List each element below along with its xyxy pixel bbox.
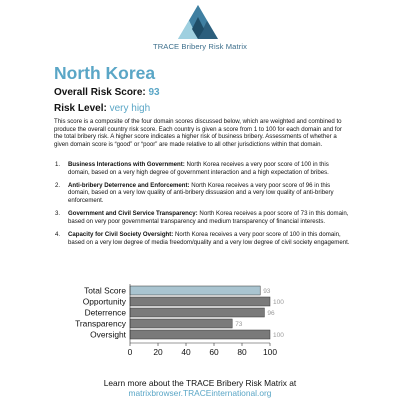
bar-value-label: 96 bbox=[267, 310, 275, 317]
category-label: Opportunity bbox=[82, 296, 126, 307]
x-tick-label: 20 bbox=[153, 347, 163, 357]
bar-value-label: 100 bbox=[273, 332, 284, 339]
item-number: 3. bbox=[55, 210, 61, 218]
header bbox=[0, 0, 400, 62]
overall-value: 93 bbox=[148, 87, 160, 98]
category-label: Total Score bbox=[84, 285, 126, 296]
item-text: North Korea receives a very poor score of 100 in this domain, based on a very low degree of media freedom/quality and a very low degree of civil society engagement. bbox=[68, 230, 350, 246]
item-number: 2. bbox=[55, 181, 61, 189]
x-tick-label: 40 bbox=[181, 347, 191, 357]
bar-value-label: 100 bbox=[273, 299, 284, 306]
footer-text: Learn more about the TRACE Bribery Risk Matrix at bbox=[103, 378, 297, 388]
domain-item bbox=[54, 231, 350, 246]
brand-name: TRACE Bribery Risk Matrix bbox=[152, 42, 248, 51]
domain-item bbox=[54, 161, 350, 176]
bar bbox=[130, 319, 232, 328]
category-label: Oversight bbox=[90, 329, 126, 340]
domain-item bbox=[54, 210, 350, 225]
item-title: Government and Civil Service Transparency: bbox=[68, 210, 198, 218]
footer-link[interactable]: matrixbrowser.TRACEinternational.org bbox=[128, 388, 272, 398]
level-label: Risk Level: bbox=[54, 103, 107, 114]
item-title: Anti-bribery Deterrence and Enforcement: bbox=[68, 181, 190, 189]
item-text: North Korea receives a poor score of 73 in this domain, based on very poor governmental transparency and medium transparency of financial interests. bbox=[68, 210, 349, 225]
intro-paragraph: This score is a composite of the four domain scores discussed below, which are weighted and combined to produce the overall country risk score. Each country is given a score from 1 to 100 for each domain and for the total bribery risk. A higher score indicates a higher risk of business bribery. Assessments of whether a given domain score is “good” or “poor” are made relative to all other jurisdictions within that domain. bbox=[54, 118, 342, 148]
item-text: North Korea receives a very poor score of 100 in this domain, based on a very high degree of government interaction and a high expectation of bribes. bbox=[68, 161, 329, 176]
country-title: North Korea bbox=[54, 63, 156, 83]
x-tick-label: 0 bbox=[127, 347, 133, 357]
trace-logo-icon bbox=[176, 3, 220, 43]
item-title: Business Interactions with Government: bbox=[68, 161, 185, 168]
bar-value-label: 93 bbox=[263, 288, 271, 295]
x-tick-label: 60 bbox=[209, 347, 219, 357]
overall-risk-score bbox=[54, 87, 160, 98]
risk-level bbox=[54, 103, 150, 114]
bar bbox=[130, 330, 270, 339]
level-value: very high bbox=[109, 103, 151, 114]
x-tick-label: 100 bbox=[263, 347, 277, 357]
footer bbox=[0, 378, 400, 398]
item-number: 4. bbox=[55, 230, 61, 238]
bar bbox=[130, 297, 270, 306]
risk-score-chart bbox=[60, 280, 330, 374]
item-text: North Korea receives a very poor score of 96 in this domain, based on a very low quality of anti-bribery dissuasion and a very low quality of anti-bribery enforcement. bbox=[68, 181, 334, 204]
category-label: Transparency bbox=[75, 318, 126, 329]
item-number: 1. bbox=[55, 161, 61, 168]
overall-label: Overall Risk Score: bbox=[54, 87, 146, 98]
item-title: Capacity for Civil Society Oversight: bbox=[68, 230, 174, 238]
bar-value-label: 73 bbox=[235, 321, 243, 328]
bar bbox=[130, 308, 264, 317]
x-tick-label: 80 bbox=[237, 347, 247, 357]
bar bbox=[130, 286, 260, 295]
domain-item bbox=[54, 182, 350, 205]
category-label: Deterrence bbox=[84, 307, 126, 318]
domain-list bbox=[54, 161, 350, 252]
